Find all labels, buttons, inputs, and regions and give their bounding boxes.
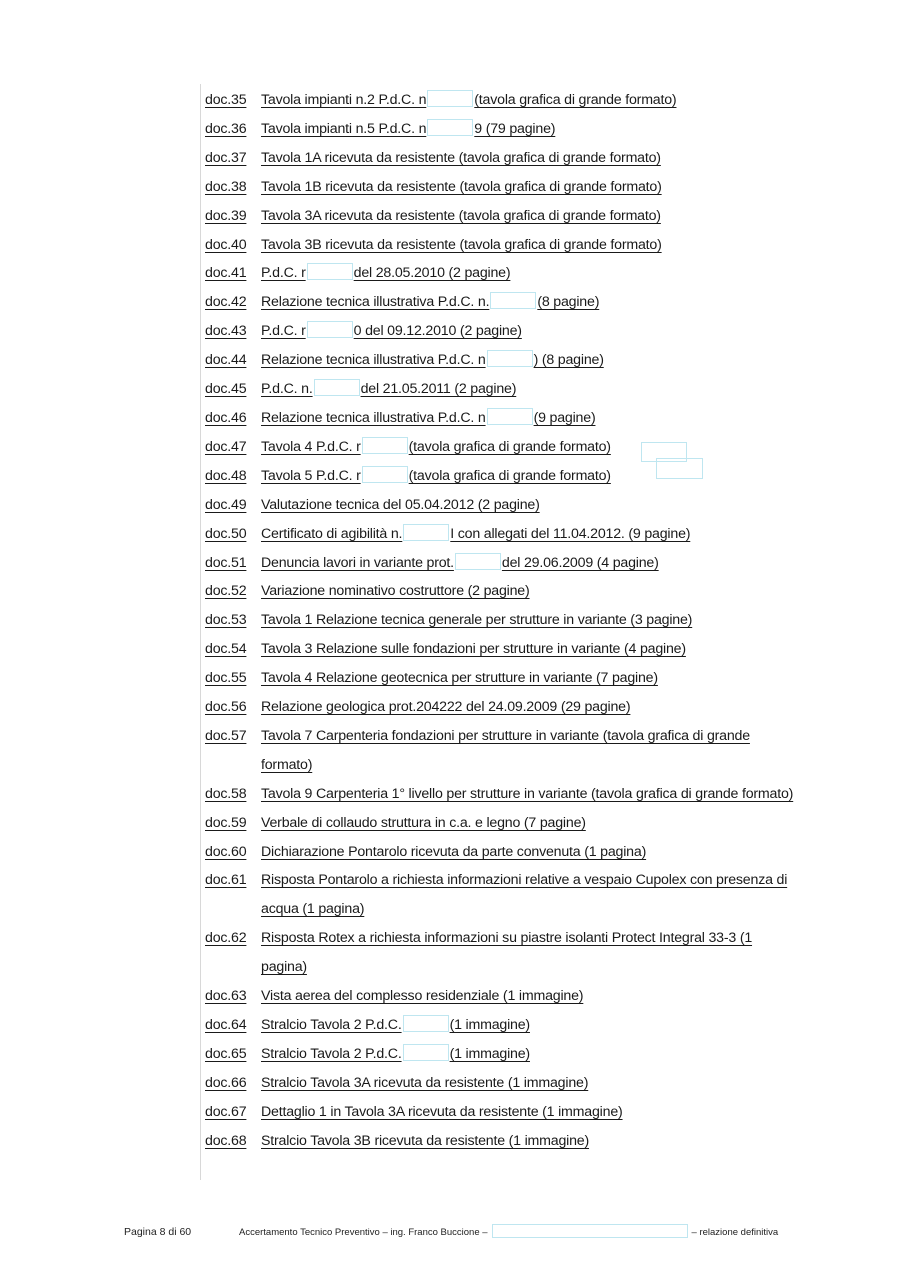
- doc-title-text: Relazione tecnica illustrativa P.d.C. n: [261, 409, 486, 426]
- doc-number: doc.36: [205, 120, 247, 137]
- redaction-box: [656, 458, 703, 479]
- doc-title: [261, 202, 800, 231]
- list-item: [205, 1040, 800, 1069]
- doc-number: doc.55: [205, 670, 247, 687]
- list-item: [205, 404, 800, 433]
- doc-number: doc.54: [205, 641, 247, 658]
- doc-title: [261, 838, 800, 867]
- doc-title-text: Stralcio Tavola 2 P.d.C.: [261, 1017, 402, 1033]
- doc-title-text: (tavola grafica di grande formato): [408, 467, 611, 484]
- doc-number: doc.58: [205, 785, 247, 802]
- redaction-box: [314, 379, 360, 396]
- list-item: [205, 433, 800, 462]
- doc-title-text: Stralcio Tavola 3B ricevuta da resistente (1 immagine): [261, 1132, 590, 1149]
- list-item: [205, 462, 800, 491]
- list-item: [205, 520, 800, 549]
- doc-title-text: del 29.06.2009 (4 pagine): [501, 554, 659, 571]
- list-item: [205, 1098, 800, 1127]
- doc-title: [261, 924, 800, 982]
- list-item: [205, 924, 800, 982]
- redaction-box: [403, 1044, 449, 1061]
- doc-title-text: Tavola impianti n.5 P.d.C. n: [261, 120, 427, 137]
- doc-title-text: 0 del 09.12.2010 (2 pagine): [353, 323, 522, 340]
- doc-title: [261, 1040, 800, 1069]
- list-item: [205, 809, 800, 838]
- doc-number: doc.37: [205, 149, 247, 166]
- doc-title-text: Tavola 4 P.d.C. r: [261, 438, 361, 455]
- doc-title-text: Tavola 3 Relazione sulle fondazioni per strutture in variante (4 pagine): [261, 641, 686, 658]
- doc-title-text: Relazione tecnica illustrativa P.d.C. n: [261, 352, 486, 369]
- doc-number: doc.66: [205, 1074, 247, 1091]
- doc-title: [261, 288, 800, 317]
- doc-title-text: del 28.05.2010 (2 pagine): [353, 265, 511, 282]
- doc-title: [261, 462, 800, 491]
- doc-title: [261, 1011, 800, 1040]
- doc-title: [261, 115, 800, 144]
- doc-title: [261, 1127, 800, 1156]
- doc-title-text: Tavola 3B ricevuta da resistente (tavola grafica di grande formato): [261, 236, 662, 253]
- list-item: [205, 606, 800, 635]
- doc-title-text: P.d.C. r: [261, 265, 306, 282]
- doc-title-text: 9 (79 pagine): [474, 120, 556, 137]
- doc-title-text: Dichiarazione Pontarolo ricevuta da parte convenuta (1 pagina): [261, 843, 647, 860]
- doc-number: doc.62: [205, 930, 247, 947]
- doc-number: doc.52: [205, 583, 247, 600]
- footer-page-number: Pagina 8 di 60: [124, 1226, 192, 1238]
- doc-number: doc.61: [205, 872, 247, 889]
- doc-number: doc.50: [205, 525, 247, 542]
- list-item: [205, 231, 800, 260]
- doc-title: [261, 520, 800, 549]
- list-item: [205, 202, 800, 231]
- doc-title-text: Tavola 3A ricevuta da resistente (tavola grafica di grande formato): [261, 207, 661, 224]
- doc-number: doc.64: [205, 1017, 247, 1033]
- doc-title: [261, 433, 800, 462]
- list-item: [205, 346, 800, 375]
- doc-title: [261, 173, 800, 202]
- doc-title-text: Tavola impianti n.2 P.d.C. n: [261, 92, 427, 108]
- list-item: [205, 780, 800, 809]
- doc-title: [261, 1098, 800, 1127]
- page-footer: [0, 1224, 904, 1240]
- doc-title-text: (8 pagine): [537, 294, 600, 311]
- doc-number: doc.38: [205, 178, 247, 195]
- doc-title: [261, 491, 800, 520]
- list-item: [205, 144, 800, 173]
- list-item: [205, 173, 800, 202]
- doc-title-text: del 21.05.2011 (2 pagine): [360, 381, 517, 398]
- doc-title-text: Risposta Rotex a richiesta informazioni su piastre isolanti Protect Integral 33-3 (1 pagina): [261, 930, 753, 976]
- doc-title: [261, 982, 800, 1011]
- doc-number: doc.57: [205, 727, 247, 744]
- doc-number: doc.43: [205, 323, 247, 340]
- doc-title-text: P.d.C. r: [261, 323, 306, 340]
- doc-title-text: Relazione tecnica illustrativa P.d.C. n.: [261, 294, 490, 311]
- doc-number: doc.44: [205, 352, 247, 369]
- doc-number: doc.51: [205, 554, 247, 571]
- footer-info-left: Accertamento Tecnico Preventivo – ing. Franco Buccione –: [239, 1227, 488, 1238]
- doc-title-text: (tavola grafica di grande formato): [474, 92, 677, 108]
- doc-title-text: Stralcio Tavola 2 P.d.C.: [261, 1045, 402, 1062]
- doc-title-text: (1 immagine): [449, 1045, 530, 1062]
- redaction-box: [362, 466, 408, 483]
- doc-title: [261, 664, 800, 693]
- doc-title: [261, 549, 800, 578]
- doc-title: [261, 606, 800, 635]
- doc-title-text: Tavola 7 Carpenteria fondazioni per strutture in variante (tavola grafica di grande formato): [261, 727, 750, 773]
- left-margin-rule: [200, 84, 201, 1180]
- doc-title-text: Verbale di collaudo struttura in c.a. e legno (7 pagine): [261, 814, 586, 831]
- doc-title-text: (9 pagine): [533, 409, 596, 426]
- doc-title-text: Tavola 1 Relazione tecnica generale per strutture in variante (3 pagine): [261, 612, 693, 629]
- doc-number: doc.65: [205, 1045, 247, 1062]
- footer-redaction-box: [492, 1224, 688, 1238]
- doc-title: [261, 259, 800, 288]
- doc-title: [261, 231, 800, 260]
- list-item: [205, 491, 800, 520]
- doc-title-text: Stralcio Tavola 3A ricevuta da resistente (1 immagine): [261, 1074, 589, 1091]
- redaction-box: [362, 437, 408, 454]
- list-item: [205, 259, 800, 288]
- doc-title-text: Variazione nominativo costruttore (2 pagine): [261, 583, 530, 600]
- doc-title: [261, 577, 800, 606]
- doc-number: doc.48: [205, 467, 247, 484]
- doc-title: [261, 404, 800, 433]
- doc-number: doc.60: [205, 843, 247, 860]
- doc-number: doc.39: [205, 207, 247, 224]
- doc-number: doc.35: [205, 92, 247, 108]
- list-item: [205, 549, 800, 578]
- doc-number: doc.41: [205, 265, 247, 282]
- doc-number: doc.47: [205, 438, 247, 455]
- redaction-box: [455, 553, 501, 570]
- doc-title-text: Risposta Pontarolo a richiesta informazioni relative a vespaio Cupolex con presenza di acqua (1 pagina): [261, 872, 788, 918]
- doc-title: [261, 144, 800, 173]
- list-item: [205, 635, 800, 664]
- list-item: [205, 693, 800, 722]
- doc-title: [261, 346, 800, 375]
- doc-number: doc.49: [205, 496, 247, 513]
- doc-title: [261, 693, 800, 722]
- doc-title-text: (tavola grafica di grande formato): [408, 438, 611, 455]
- doc-number: doc.63: [205, 988, 247, 1005]
- doc-number: doc.59: [205, 814, 247, 831]
- doc-title-text: P.d.C. n.: [261, 381, 313, 398]
- list-item: [205, 577, 800, 606]
- list-item: [205, 722, 800, 780]
- doc-number: doc.42: [205, 294, 247, 311]
- redaction-box: [487, 408, 533, 425]
- doc-title: [261, 317, 800, 346]
- doc-title: [261, 375, 800, 404]
- list-item: [205, 982, 800, 1011]
- doc-title-text: Tavola 9 Carpenteria 1° livello per strutture in variante (tavola grafica di grande formato): [261, 785, 794, 802]
- document-list: [205, 86, 800, 1156]
- redaction-box: [427, 119, 473, 136]
- list-item: [205, 115, 800, 144]
- doc-title-text: Tavola 1B ricevuta da resistente (tavola grafica di grande formato): [261, 178, 662, 195]
- redaction-box: [490, 292, 536, 309]
- doc-title-text: ) (8 pagine): [533, 352, 604, 369]
- list-item: [205, 838, 800, 867]
- list-item: [205, 664, 800, 693]
- list-item: [205, 317, 800, 346]
- redaction-box: [403, 524, 449, 541]
- doc-number: doc.68: [205, 1132, 247, 1149]
- redaction-box: [403, 1015, 449, 1032]
- doc-title: [261, 780, 800, 809]
- doc-title: [261, 722, 800, 780]
- doc-title-text: Dettaglio 1 in Tavola 3A ricevuta da resistente (1 immagine): [261, 1103, 623, 1120]
- redaction-box: [307, 263, 353, 280]
- doc-number: doc.40: [205, 236, 247, 253]
- list-item: [205, 375, 800, 404]
- doc-title-text: Denuncia lavori in variante prot.: [261, 554, 454, 571]
- doc-number: doc.53: [205, 612, 247, 629]
- doc-title: [261, 809, 800, 838]
- doc-number: doc.45: [205, 381, 247, 398]
- footer-document-info: [239, 1224, 778, 1241]
- list-item: [205, 1069, 800, 1098]
- doc-title-text: Relazione geologica prot.204222 del 24.09.2009 (29 pagine): [261, 699, 631, 716]
- doc-title: [261, 635, 800, 664]
- redaction-box: [307, 321, 353, 338]
- doc-title-text: Valutazione tecnica del 05.04.2012 (2 pagine): [261, 496, 540, 513]
- list-item: [205, 86, 800, 115]
- doc-number: doc.46: [205, 409, 247, 426]
- doc-title-text: (1 immagine): [449, 1017, 530, 1033]
- doc-number: doc.56: [205, 699, 247, 716]
- doc-title: [261, 866, 800, 924]
- list-item: [205, 288, 800, 317]
- doc-title-text: I con allegati del 11.04.2012. (9 pagine): [450, 525, 691, 542]
- doc-title-text: Tavola 5 P.d.C. r: [261, 467, 361, 484]
- footer-info-right: – relazione definitiva: [691, 1227, 779, 1238]
- doc-number: doc.67: [205, 1103, 247, 1120]
- list-item: [205, 1127, 800, 1156]
- redaction-box: [427, 90, 473, 107]
- doc-title-text: Vista aerea del complesso residenziale (1 immagine): [261, 988, 584, 1005]
- doc-title: [261, 1069, 800, 1098]
- list-item: [205, 866, 800, 924]
- doc-title-text: Tavola 1A ricevuta da resistente (tavola grafica di grande formato): [261, 149, 661, 166]
- redaction-box: [487, 350, 533, 367]
- doc-title: [261, 86, 800, 115]
- doc-title-text: Tavola 4 Relazione geotecnica per strutture in variante (7 pagine): [261, 670, 658, 687]
- list-item: [205, 1011, 800, 1040]
- doc-title-text: Certificato di agibilità n.: [261, 525, 403, 542]
